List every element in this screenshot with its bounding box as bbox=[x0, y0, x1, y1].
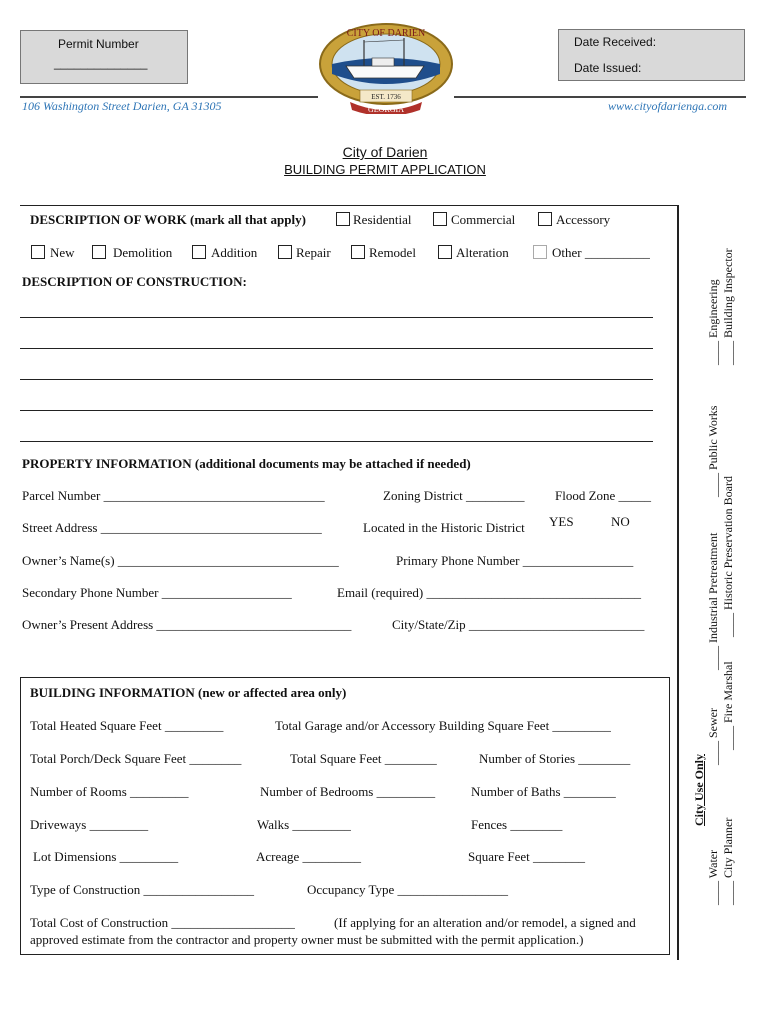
acreage-field[interactable]: Acreage _________ bbox=[256, 849, 362, 864]
bedrooms-field[interactable]: Number of Bedrooms _________ bbox=[260, 784, 436, 799]
parcel-number-field[interactable]: Parcel Number __________________________________ bbox=[22, 488, 325, 503]
new-checkbox[interactable] bbox=[31, 245, 45, 259]
remodel-checkbox[interactable] bbox=[351, 245, 365, 259]
other-checkbox[interactable] bbox=[533, 245, 547, 259]
remodel-label: Remodel bbox=[369, 245, 416, 260]
header-rule-left bbox=[20, 96, 318, 98]
residential-label: Residential bbox=[353, 212, 412, 227]
header-rule-right bbox=[454, 96, 746, 98]
accessory-checkbox[interactable] bbox=[538, 212, 552, 226]
work-heading: DESCRIPTION OF WORK (mark all that apply) bbox=[30, 212, 306, 227]
date-issued-label: Date Issued: bbox=[574, 61, 642, 75]
accessory-label: Accessory bbox=[556, 212, 611, 227]
total-cost-field[interactable]: Total Cost of Construction ___________________ bbox=[30, 915, 295, 930]
water-check[interactable]: ____ Water bbox=[706, 849, 720, 905]
rooms-field[interactable]: Number of Rooms _________ bbox=[30, 784, 189, 799]
construction-line-2[interactable] bbox=[20, 348, 653, 349]
zoning-district-field[interactable]: Zoning District _________ bbox=[383, 488, 525, 503]
city-use-panel bbox=[684, 205, 746, 955]
construction-line-4[interactable] bbox=[20, 410, 653, 411]
alteration-checkbox[interactable] bbox=[438, 245, 452, 259]
main-frame-right-border bbox=[677, 205, 679, 960]
residential-checkbox[interactable] bbox=[336, 212, 350, 226]
repair-checkbox[interactable] bbox=[278, 245, 292, 259]
owner-address-field[interactable]: Owner’s Present Address ______________________________ bbox=[22, 617, 352, 632]
commercial-label: Commercial bbox=[451, 212, 516, 227]
construction-type-field[interactable]: Type of Construction _________________ bbox=[30, 882, 255, 897]
property-heading: PROPERTY INFORMATION (additional documents may be attached if needed) bbox=[22, 456, 471, 471]
city-seal-logo bbox=[316, 22, 456, 114]
total-sqft-field[interactable]: Total Square Feet ________ bbox=[290, 751, 437, 766]
alteration-label: Alteration bbox=[456, 245, 509, 260]
building-heading: BUILDING INFORMATION (new or affected area only) bbox=[30, 685, 347, 700]
square-feet-field[interactable]: Square Feet ________ bbox=[468, 849, 585, 864]
fences-field[interactable]: Fences ________ bbox=[471, 817, 563, 832]
sewer-check[interactable]: ____ Sewer bbox=[706, 708, 720, 765]
demolition-checkbox[interactable] bbox=[92, 245, 106, 259]
driveways-field[interactable]: Driveways _________ bbox=[30, 817, 149, 832]
building-inspector-check[interactable]: ____ Building Inspector bbox=[721, 248, 735, 365]
historic-preservation-check[interactable]: ____ Historic Preservation Board bbox=[721, 476, 735, 637]
street-address-field[interactable]: Street Address __________________________________ bbox=[22, 520, 322, 535]
permit-number-label: Permit Number bbox=[58, 37, 139, 51]
form-city-title: City of Darien bbox=[342, 144, 428, 160]
repair-label: Repair bbox=[296, 245, 331, 260]
remodel-note-line1: (If applying for an alteration and/or remodel, a signed and bbox=[334, 915, 636, 930]
city-website[interactable]: www.cityofdarienga.com bbox=[608, 99, 728, 113]
city-planner-check[interactable]: ____ City Planner bbox=[721, 817, 735, 905]
construction-line-5[interactable] bbox=[20, 441, 653, 442]
historic-district-label: Located in the Historic District bbox=[363, 520, 525, 535]
addition-label: Addition bbox=[211, 245, 258, 260]
flood-zone-field[interactable]: Flood Zone _____ bbox=[555, 488, 652, 503]
description-section-frame bbox=[20, 205, 677, 206]
addition-checkbox[interactable] bbox=[192, 245, 206, 259]
lot-dimensions-field[interactable]: Lot Dimensions _________ bbox=[33, 849, 179, 864]
garage-sqft-field[interactable]: Total Garage and/or Accessory Building Square Feet _________ bbox=[275, 718, 611, 733]
permit-number-field[interactable]: ______________ bbox=[54, 56, 148, 70]
email-field[interactable]: Email (required) _________________________________ bbox=[337, 585, 642, 600]
walks-field[interactable]: Walks _________ bbox=[257, 817, 351, 832]
stories-field[interactable]: Number of Stories ________ bbox=[479, 751, 631, 766]
fire-marshal-check[interactable]: ____ Fire Marshal bbox=[721, 661, 735, 750]
porch-sqft-field[interactable]: Total Porch/Deck Square Feet ________ bbox=[30, 751, 242, 766]
new-label: New bbox=[50, 245, 75, 260]
remodel-note-line2: approved estimate from the contractor and property owner must be submitted with the permit application.) bbox=[30, 932, 584, 947]
construction-line-3[interactable] bbox=[20, 379, 653, 380]
commercial-checkbox[interactable] bbox=[433, 212, 447, 226]
seal-state: GEORGIA bbox=[368, 105, 404, 114]
primary-phone-field[interactable]: Primary Phone Number _________________ bbox=[396, 553, 634, 568]
city-use-title: City Use Only bbox=[692, 754, 706, 826]
construction-heading: DESCRIPTION OF CONSTRUCTION: bbox=[22, 274, 247, 289]
baths-field[interactable]: Number of Baths ________ bbox=[471, 784, 616, 799]
engineering-check[interactable]: ____ Engineering bbox=[706, 279, 720, 365]
seal-text: CITY OF DARIEN bbox=[346, 28, 426, 39]
demolition-label: Demolition bbox=[113, 245, 173, 260]
construction-line-1[interactable] bbox=[20, 317, 653, 318]
seal-est: EST. 1736 bbox=[371, 93, 401, 101]
occupancy-type-field[interactable]: Occupancy Type _________________ bbox=[307, 882, 509, 897]
heated-sqft-field[interactable]: Total Heated Square Feet _________ bbox=[30, 718, 224, 733]
secondary-phone-field[interactable]: Secondary Phone Number ____________________ bbox=[22, 585, 292, 600]
date-received-label: Date Received: bbox=[574, 35, 657, 49]
city-state-zip-field[interactable]: City/State/Zip ___________________________ bbox=[392, 617, 645, 632]
industrial-pretreatment-check[interactable]: ____ Industrial Pretreatment bbox=[706, 532, 720, 670]
historic-no-option[interactable]: NO bbox=[611, 514, 630, 529]
form-main-title: BUILDING PERMIT APPLICATION bbox=[284, 162, 486, 177]
owner-name-field[interactable]: Owner’s Name(s) __________________________________ bbox=[22, 553, 339, 568]
other-label[interactable]: Other __________ bbox=[552, 245, 650, 260]
public-works-check[interactable]: ____ Public Works bbox=[706, 405, 720, 497]
city-address: 106 Washington Street Darien, GA 31305 bbox=[22, 99, 222, 113]
historic-yes-option[interactable]: YES bbox=[549, 514, 574, 529]
